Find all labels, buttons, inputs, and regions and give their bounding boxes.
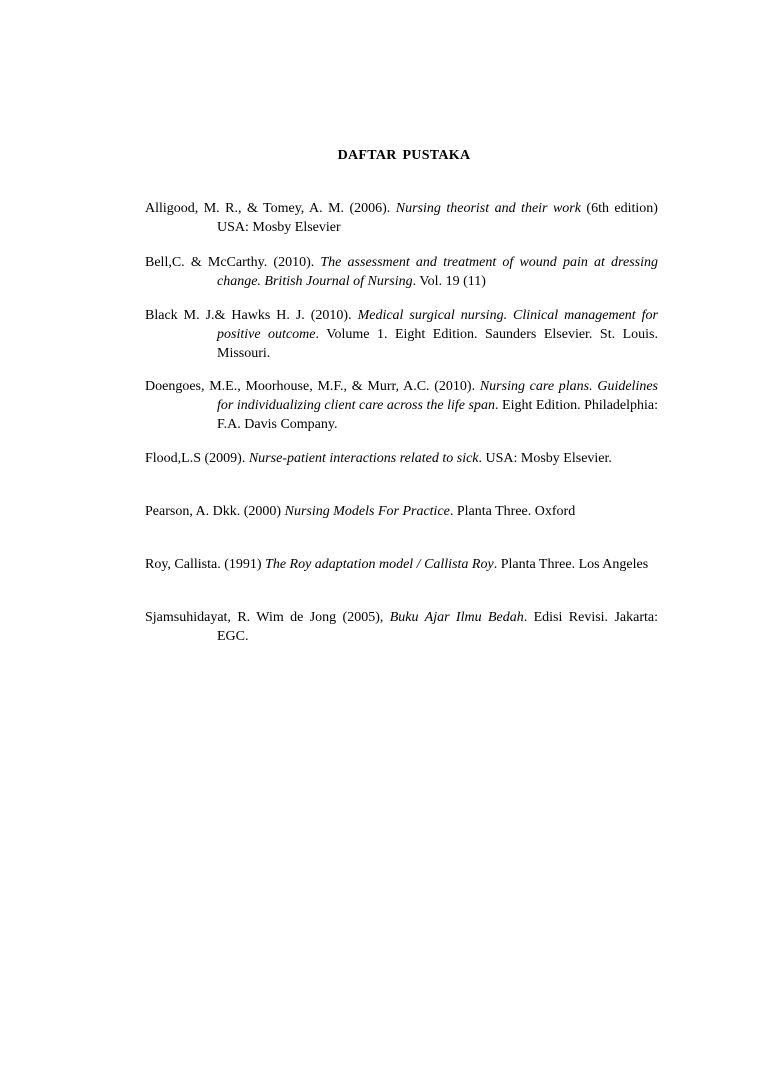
reference-text: . Edisi Revisi. Jakarta: EGC. <box>217 610 658 644</box>
reference-text: . Eight Edition. Philadelphia: F.A. Davis Company. <box>217 398 659 432</box>
reference-text: . USA: Mosby Elsevier. <box>478 451 612 466</box>
reference-text: Flood,L.S (2009). <box>145 451 249 466</box>
reference-entry <box>145 502 658 521</box>
reference-title: The assessment and treatment of wound pain at dressing change. British Journal of Nursing <box>217 255 658 289</box>
reference-entry <box>145 377 658 434</box>
reference-text: . Planta Three. Oxford <box>449 504 576 519</box>
reference-text: Sjamsuhidayat, R. Wim de Jong (2005), <box>145 610 390 625</box>
reference-text: Doengoes, M.E., Moorhouse, M.F., & Murr, A.C. (2010). <box>145 379 480 394</box>
reference-title: Nursing Models For Practice <box>284 504 450 519</box>
reference-text: Pearson, A. Dkk. (2000) <box>145 504 285 519</box>
reference-title: Medical surgical nursing. Clinical management for positive outcome <box>217 308 658 342</box>
reference-text: . Vol. 19 (11) <box>412 274 486 289</box>
reference-entry <box>145 253 658 291</box>
reference-title: Nursing care plans. Guidelines for individualizing client care across the life span <box>217 379 658 413</box>
reference-text: (6th edition) USA: Mosby Elsevier <box>217 201 658 235</box>
reference-text: Alligood, M. R., & Tomey, A. M. (2006). <box>145 201 396 216</box>
reference-title: Buku Ajar Ilmu Bedah <box>389 610 524 625</box>
reference-entry <box>145 306 658 363</box>
reference-entry <box>145 555 658 574</box>
reference-entry <box>145 449 658 468</box>
reference-text: Bell,C. & McCarthy. (2010). <box>145 255 321 270</box>
reference-entry <box>145 608 658 646</box>
reference-title: The Roy adaptation model / Callista Roy <box>265 557 494 572</box>
reference-text: Roy, Callista. (1991) <box>145 557 266 572</box>
reference-text: . Planta Three. Los Angeles <box>493 557 649 572</box>
reference-title: Nurse-patient interactions related to sick <box>248 451 479 466</box>
reference-entry <box>145 199 658 237</box>
page-title: DAFTAR PUSTAKA <box>337 148 471 163</box>
reference-text: . Volume 1. Eight Edition. Saunders Elsevier. St. Louis. Missouri. <box>217 327 658 361</box>
reference-title: Nursing theorist and their work <box>395 201 581 216</box>
reference-text: Black M. J.& Hawks H. J. (2010). <box>145 308 358 323</box>
